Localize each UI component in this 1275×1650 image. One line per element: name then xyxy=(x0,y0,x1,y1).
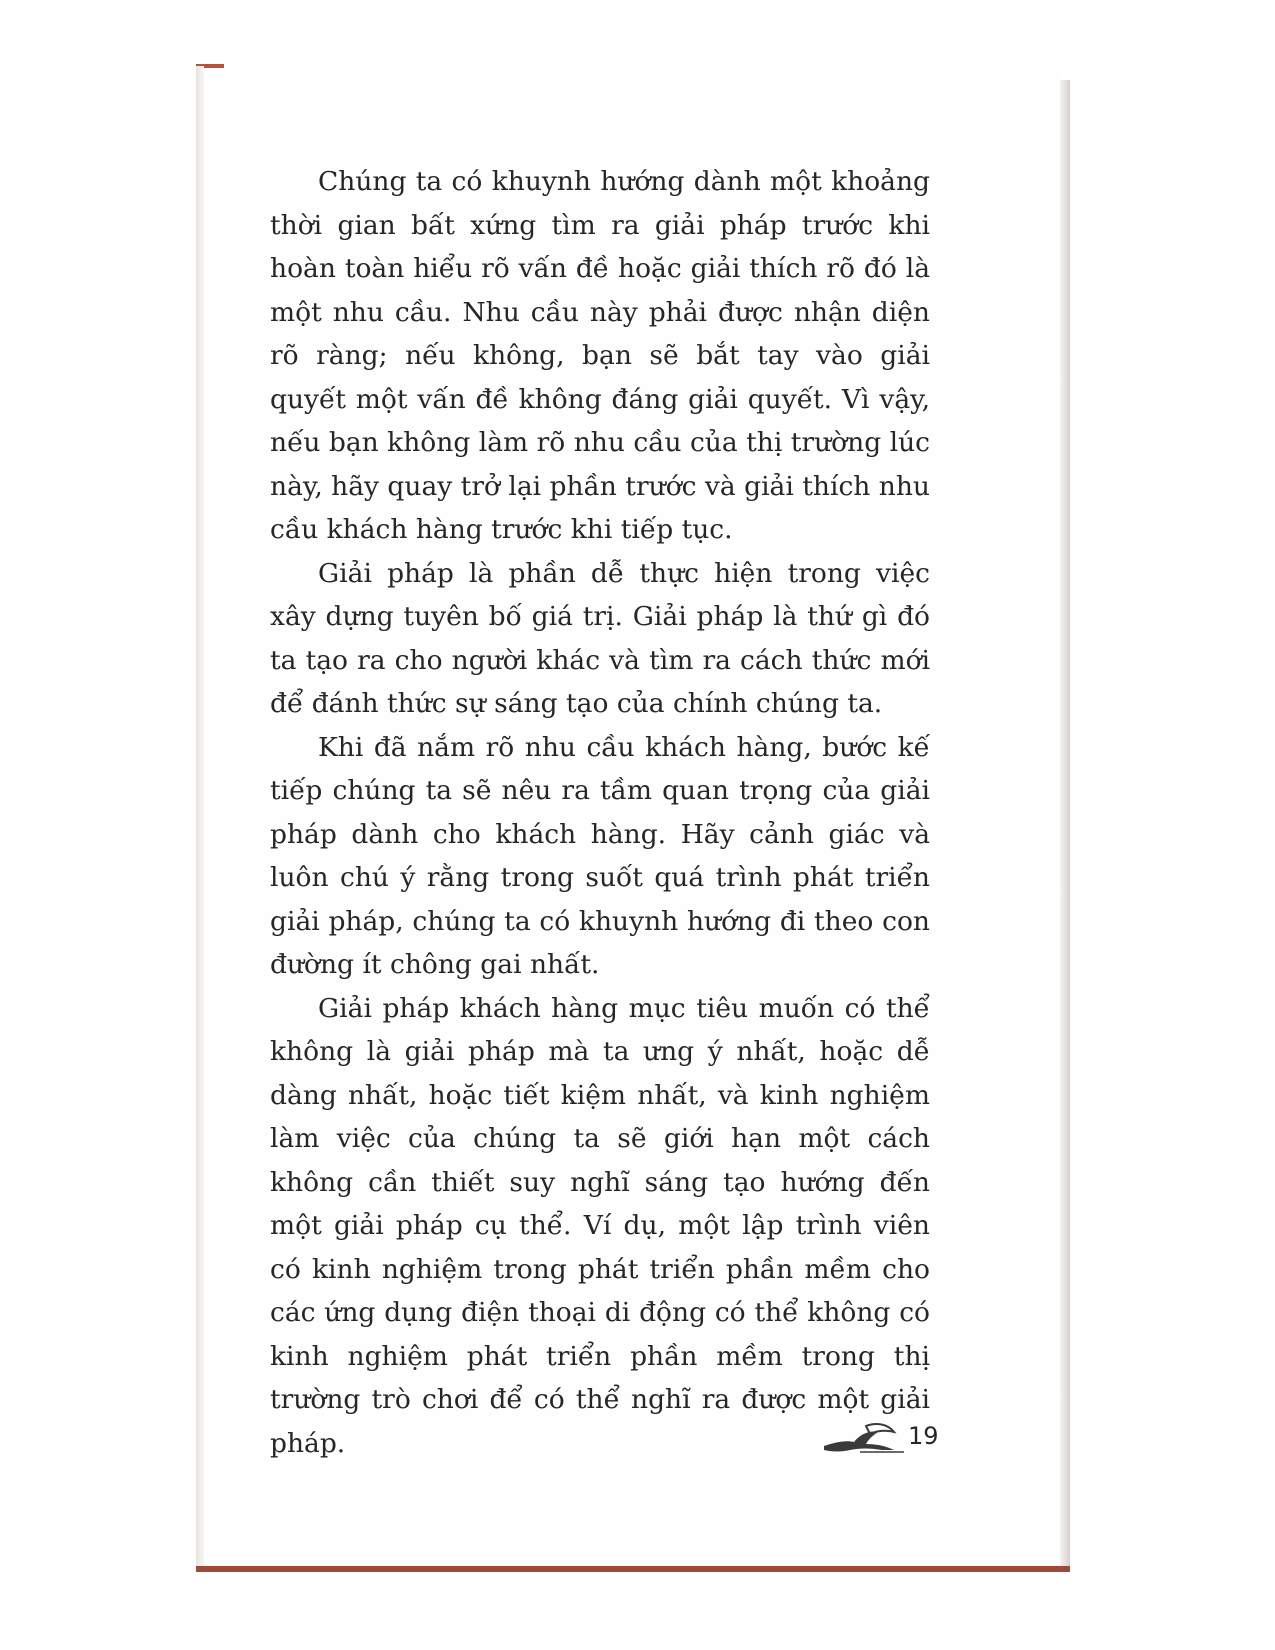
book-cover-edge-bottom xyxy=(196,1566,1070,1572)
paragraph-1: Chúng ta có khuynh hướng dành một khoảng thời gian bất xứng tìm ra giải pháp trước khi hoàn toàn hiểu rõ vấn đề hoặc giải thích rõ đó là một nhu cầu. Nhu cầu này phải được nhận diện rõ ràng; nếu không, bạn sẽ bắt tay vào giải quyết một vấn đề không đáng giải quyết. Vì vậy, nếu bạn không làm rõ nhu cầu của thị trường lúc này, hãy quay trở lại phần trước và giải thích nhu cầu khách hàng trước khi tiếp tục. xyxy=(270,166,930,545)
body-text xyxy=(270,160,930,1465)
paragraph-2: Giải pháp là phần dễ thực hiện trong việc xây dựng tuyên bố giá trị. Giải pháp là thứ gì đó ta tạo ra cho người khác và tìm ra cách thức mới để đánh thức sự sáng tạo của chính chúng ta. xyxy=(270,557,930,719)
page-footer xyxy=(820,1418,940,1458)
bird-ornament-icon xyxy=(820,1420,910,1454)
book-page-edge-right xyxy=(1060,80,1070,1570)
paragraph-4: Giải pháp khách hàng mục tiêu muốn có thể không là giải pháp mà ta ưng ý nhất, hoặc dễ dàng nhất, hoặc tiết kiệm nhất, và kinh nghiệm làm việc của chúng ta sẽ giới hạn một cách không cần thiết suy nghĩ sáng tạo hướng đến một giải pháp cụ thể. Ví dụ, một lập trình viên có kinh nghiệm trong phát triển phần mềm cho các ứng dụng điện thoại di động có thể không có kinh nghiệm phát triển phần mềm trong thị trường trò chơi để có thể nghĩ ra được một giải pháp. xyxy=(270,992,930,1459)
book-page-edge-left xyxy=(196,66,204,1572)
page-number: 19 xyxy=(908,1422,939,1450)
paragraph-3: Khi đã nắm rõ nhu cầu khách hàng, bước kế tiếp chúng ta sẽ nêu ra tầm quan trọng của giải pháp dành cho khách hàng. Hãy cảnh giác và luôn chú ý rằng trong suốt quá trình phát triển giải pháp, chúng ta có khuynh hướng đi theo con đường ít chông gai nhất. xyxy=(270,731,930,980)
